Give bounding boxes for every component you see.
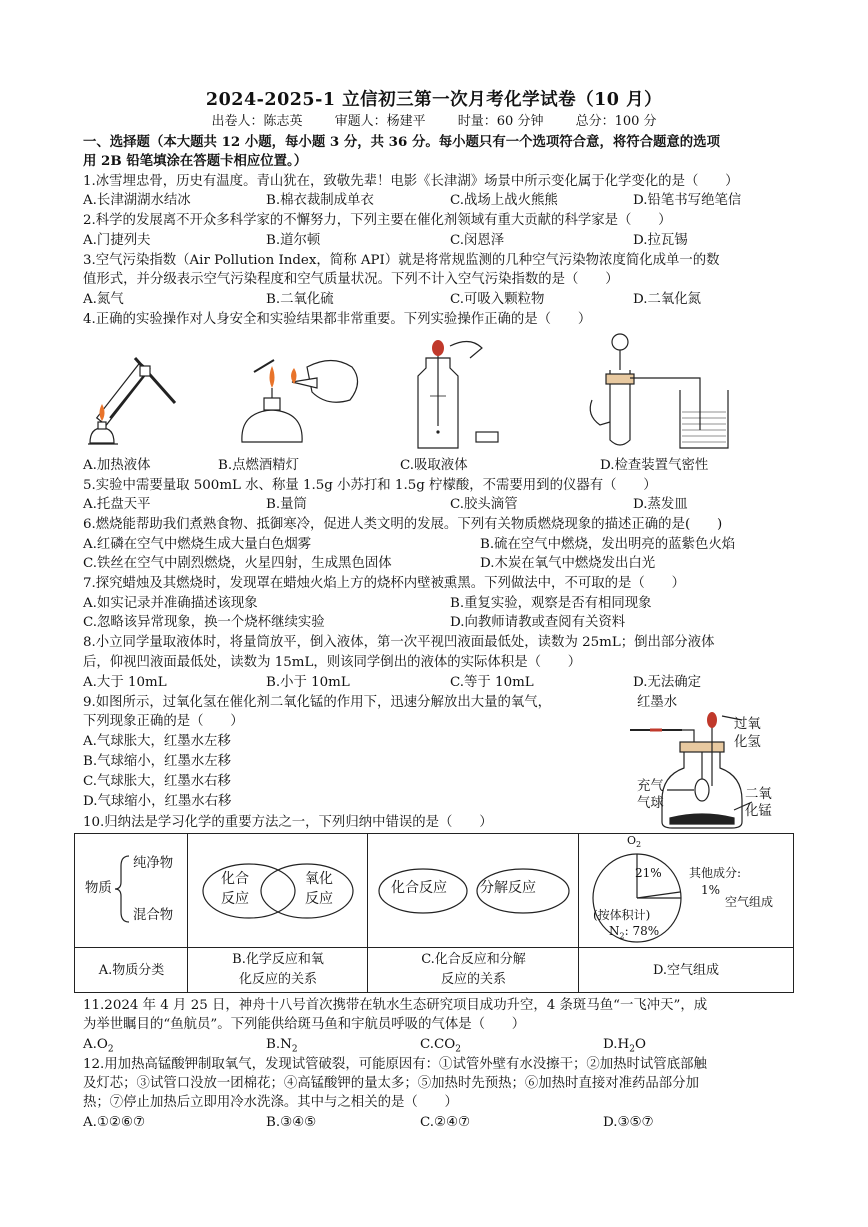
b-cap-1: B.化学反应和氧 bbox=[232, 952, 324, 967]
q6-option-b: B.硫在空气中燃烧，发出明亮的蓝紫色火焰 bbox=[480, 537, 736, 552]
q6-option-d: D.木炭在氧气中燃烧发出白光 bbox=[480, 556, 656, 571]
brace-shape bbox=[115, 854, 131, 924]
q12-option-d: D.③⑤⑦ bbox=[603, 1115, 654, 1130]
q3-stem-cont: 值形式，并分级表示空气污染程度和空气质量状况。下列不计入空气污染指数的是（ ） bbox=[83, 272, 619, 287]
h2o2-label-1: 过氧 bbox=[734, 717, 761, 732]
q4-stem: 4.正确的实验操作对人身安全和实验结果都非常重要。下列实验操作正确的是（ ） bbox=[83, 312, 592, 327]
q10-stem: 10.归纳法是学习化学的重要方法之一，下列归纳中错误的是（ ） bbox=[83, 815, 493, 830]
airtightness-figure bbox=[590, 330, 730, 454]
q9-option-c: C.气球胀大，红墨水右移 bbox=[83, 774, 231, 789]
a-pure-label: 纯净物 bbox=[133, 856, 174, 871]
q9-stem-cont: 下列现象正确的是（ ） bbox=[83, 714, 244, 729]
q7-option-d: D.向教师请教或查阅有关资料 bbox=[450, 615, 626, 630]
balloon-label-2: 气球 bbox=[637, 796, 664, 811]
q1-option-d: D.铅笔书写绝笔信 bbox=[633, 193, 742, 208]
q12-stem-cont: 及灯芯；③试管口没放一团棉花；④高锰酸钾的量太多；⑤加热时先预热；⑥加热时直接对准药品部分加 bbox=[83, 1076, 699, 1091]
q8-option-d: D.无法确定 bbox=[633, 675, 702, 690]
q1-option-c: C.战场上战火熊熊 bbox=[450, 193, 558, 208]
d-o2-label: $O_2$ bbox=[627, 834, 642, 850]
a-mix-label: 混合物 bbox=[133, 908, 174, 923]
alcohol-lamp-figure bbox=[232, 352, 372, 452]
q6-stem: 6.燃烧能帮助我们煮熟食物、抵御寒冷，促进人类文明的发展。下列有关物质燃烧现象的描述正确的是( ) bbox=[83, 517, 723, 532]
q3-option-c: C.可吸入颗粒物 bbox=[450, 292, 545, 307]
q3-stem: 3.空气污染指数（Air Pollution Index，简称 API）就是将常规监测的几种空气污染物浓度简化成单一的数 bbox=[83, 253, 720, 268]
q1-option-b: B.棉衣裁制成单衣 bbox=[266, 193, 374, 208]
q4-option-a: A.加热液体 bbox=[83, 458, 151, 473]
time-limit: 时量：60 分钟 bbox=[457, 114, 544, 129]
q11-stem: 11.2024 年 4 月 25 日，神舟十八号首次携带在轨水生态研究项目成功升空，4 条斑马鱼“一飞冲天”，成 bbox=[83, 998, 708, 1013]
q3-option-a: A.氮气 bbox=[83, 292, 124, 307]
q12-option-c: C.②④⑦ bbox=[420, 1115, 471, 1130]
q6-option-a: A.红磷在空气中燃烧生成大量白色烟雾 bbox=[83, 537, 312, 552]
q4-option-c: C.吸取液体 bbox=[400, 458, 468, 473]
ink-label: 红墨水 bbox=[637, 695, 678, 710]
c-cap-1: C.化合反应和分解 bbox=[421, 952, 526, 967]
q6-option-c: C.铁丝在空气中剧烈燃烧，火星四射，生成黑色固体 bbox=[83, 556, 392, 571]
q2-stem: 2.科学的发展离不开众多科学家的不懈努力，下列主要在催化剂领域有重大贡献的科学家是（ ） bbox=[83, 213, 672, 228]
q11-option-a: $A.O_2$ bbox=[83, 1037, 114, 1055]
q8-option-b: B.小于 10mL bbox=[266, 675, 350, 690]
exam-meta bbox=[0, 110, 868, 129]
q4-option-b: B.点燃酒精灯 bbox=[218, 458, 300, 473]
q5-stem: 5.实验中需要量取 500mL 水、称量 1.5g 小苏打和 1.5g 柠檬酸，不需要用到的仪器有（ ） bbox=[83, 478, 657, 493]
q10-option-b bbox=[188, 950, 368, 990]
q10-option-a: A.物质分类 bbox=[98, 963, 165, 978]
mno2-label-1: 二氧 bbox=[745, 787, 772, 802]
a-root-label: 物质 bbox=[85, 881, 112, 896]
balloon-label-1: 充气 bbox=[637, 779, 664, 794]
heating-liquid-figure bbox=[80, 348, 190, 456]
d-n2-label: $N_2$: 78% bbox=[609, 924, 660, 941]
b-left-2: 反应 bbox=[221, 891, 249, 907]
q12-option-b: B.③④⑤ bbox=[266, 1115, 317, 1130]
q12-option-a: A.①②⑥⑦ bbox=[83, 1115, 145, 1130]
q9-stem: 9.如图所示，过氧化氢在催化剂二氧化锰的作用下，迅速分解放出大量的氧气， bbox=[83, 695, 552, 710]
q3-option-b: B.二氧化硫 bbox=[266, 292, 334, 307]
q2-option-b: B.道尔顿 bbox=[266, 233, 321, 248]
q7-stem: 7.探究蜡烛及其燃烧时，发现罩在蜡烛火焰上方的烧杯内壁被熏黑。下列做法中，不可取的是（ ） bbox=[83, 576, 685, 591]
q12-stem-cont2: 热；⑦停止加热后立即用冷水洗涤。其中与之相关的是（ ） bbox=[83, 1095, 458, 1110]
author: 出卷人：陈志英 bbox=[211, 114, 303, 129]
q3-option-d: D.二氧化氮 bbox=[633, 292, 702, 307]
b-left-1: 化合 bbox=[221, 871, 249, 887]
b-cap-2: 化反应的关系 bbox=[238, 972, 317, 987]
q9-option-b: B.气球缩小，红墨水左移 bbox=[83, 754, 232, 769]
q2-option-c: C.闵恩泽 bbox=[450, 233, 505, 248]
exam-title: 2024-2025-1 立信初三第一次月考化学试卷（10 月） bbox=[205, 90, 663, 110]
d-1-label: 1% bbox=[701, 883, 721, 897]
overlap-ellipses bbox=[193, 856, 365, 926]
q9-option-d: D.气球缩小，红墨水右移 bbox=[83, 794, 232, 809]
d-air-title: 空气组成 bbox=[725, 895, 774, 909]
b-right-2: 反应 bbox=[305, 891, 333, 907]
d-21-label: 21% bbox=[635, 866, 662, 880]
q2-option-d: D.拉瓦锡 bbox=[633, 233, 688, 248]
q5-option-b: B.量筒 bbox=[266, 497, 307, 512]
c-cap-2: 反应的关系 bbox=[440, 972, 506, 987]
q8-stem: 8.小立同学量取液体时，将量筒放平，倒入液体，第一次平视凹液面最低处，读数为 25mL；倒出部分液体 bbox=[83, 635, 715, 650]
q8-option-a: A.大于 10mL bbox=[83, 675, 167, 690]
d-other-label: 其他成分: bbox=[689, 866, 742, 880]
c-right: 分解反应 bbox=[480, 880, 536, 896]
q11-option-c: $C.CO_2$ bbox=[420, 1037, 461, 1055]
q1-stem: 1.冰雪埋忠骨，历史有温度。青山犹在，致敬先辈！电影《长津湖》场景中所示变化属于化学变化的是（ ） bbox=[83, 174, 739, 189]
q5-option-a: A.托盘天平 bbox=[83, 497, 151, 512]
q10-option-c bbox=[368, 950, 579, 990]
b-right-1: 氧化 bbox=[305, 871, 333, 887]
q11-option-d: $D.H_2O$ bbox=[603, 1037, 646, 1055]
q1-option-a: A.长津湖湖水结冰 bbox=[83, 193, 191, 208]
q4-option-d: D.检查装置气密性 bbox=[600, 458, 709, 473]
q10-table bbox=[74, 833, 794, 993]
c-left: 化合反应 bbox=[391, 880, 447, 896]
q5-option-c: C.胶头滴管 bbox=[450, 497, 518, 512]
q7-option-b: B.重复实验，观察是否有相同现象 bbox=[450, 596, 652, 611]
q7-option-a: A.如实记录并准确描述该现象 bbox=[83, 596, 258, 611]
q11-option-b: $B.N_2$ bbox=[266, 1037, 298, 1055]
section-heading-cont: 用 2B 铅笔填涂在答题卡相应位置。） bbox=[83, 153, 308, 169]
q8-option-c: C.等于 10mL bbox=[450, 675, 534, 690]
q8-stem-cont: 后，仰视凹液面最低处，读数为 15mL，则该同学倒出的液体的实际体积是（ ） bbox=[83, 655, 582, 670]
q7-option-c: C.忽略该异常现象，换一个烧杯继续实验 bbox=[83, 615, 325, 630]
h2o2-label-2: 化氢 bbox=[734, 735, 761, 750]
q9-option-a: A.气球胀大，红墨水左移 bbox=[83, 734, 231, 749]
section-heading: 一、选择题（本大题共 12 小题，每小题 3 分，共 36 分。每小题只有一个选项符合意，将符合题意的选项 bbox=[83, 134, 720, 150]
q12-stem: 12.用加热高锰酸钾制取氧气，发现试管破裂，可能原因有：①试管外壁有水没擦干；②加热时试管底部触 bbox=[83, 1057, 707, 1072]
q5-option-d: D.蒸发皿 bbox=[633, 497, 688, 512]
dropper-figure bbox=[410, 336, 520, 454]
q10-option-d: D.空气组成 bbox=[652, 963, 720, 978]
reviewer: 审题人：杨建平 bbox=[334, 114, 426, 129]
total-score: 总分：100 分 bbox=[575, 114, 657, 129]
q2-option-a: A.门捷列夫 bbox=[83, 233, 151, 248]
q11-stem-cont: 为举世瞩目的“鱼航员”。下列能供给斑马鱼和宇航员呼吸的气体是（ ） bbox=[83, 1017, 526, 1032]
mno2-label-2: 化锰 bbox=[745, 804, 772, 819]
d-vol-label: (按体积计) bbox=[593, 908, 651, 922]
